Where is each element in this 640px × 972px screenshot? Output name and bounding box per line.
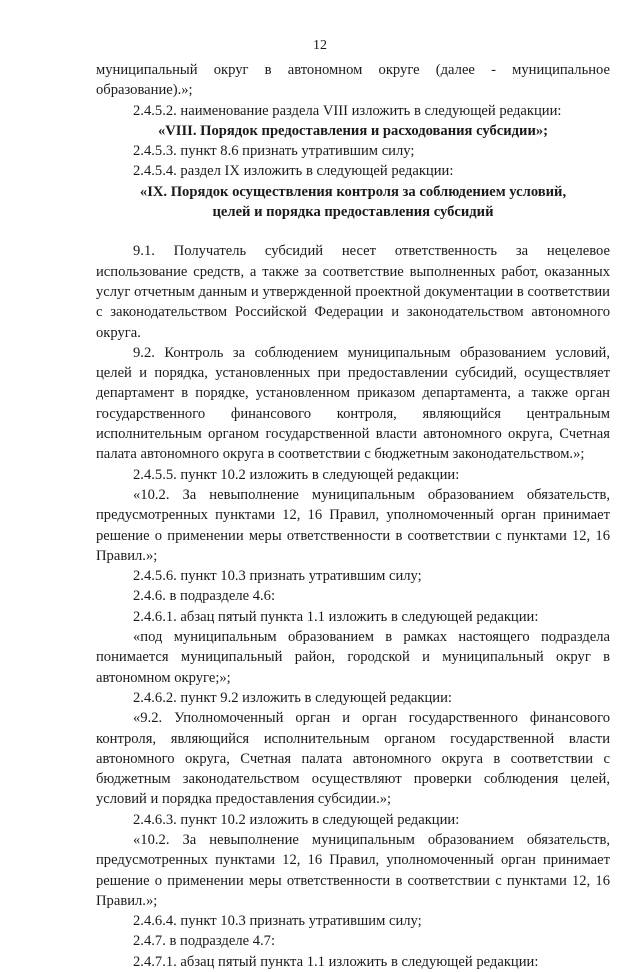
spacer xyxy=(96,222,610,241)
paragraph: 2.4.6.1. абзац пятый пункта 1.1 изложить в следующей редакции: xyxy=(133,608,539,625)
paragraph: 2.4.5.6. пункт 10.3 признать утратившим силу; xyxy=(133,568,422,585)
paragraph: 2.4.6. в подразделе 4.6: xyxy=(133,588,276,605)
paragraph: 2.4.6.4. пункт 10.3 признать утратившим силу; xyxy=(133,913,422,930)
paragraph: 2.4.7. в подразделе 4.7: xyxy=(133,933,276,950)
paragraph: 2.4.7.1. абзац пятый пункта 1.1 изложить в следующей редакции: xyxy=(133,953,539,970)
paragraph: «10.2. За невыполнение муниципальным образованием обязательств, предусмотренных пунктами 12, 16 Правил, уполномоченный орган принимает решение о применении меры ответственности в соответствии с пунктами 12, 16 Правил.»; xyxy=(96,831,610,909)
paragraph: «под муниципальным образованием в рамках настоящего подраздела понимается муниципальный район, городской и муниципальный округ в автономном округе;»; xyxy=(96,629,610,686)
paragraph: 2.4.5.2. наименование раздела VIII изложить в следующей редакции: xyxy=(133,102,562,119)
paragraph: муниципальный округ в автономном округе (далее - муниципальное образование).»; xyxy=(96,62,610,99)
paragraph: «9.2. Уполномоченный орган и орган государственного финансового контроля, являющийся исполнительным органом государственной власти автономного округа, Счетная палата автономного округа в соответствии с бюджетным законодательством осуществляют проверки соблюдения целей, условий и порядка предоставления субсидии.»; xyxy=(96,710,610,808)
paragraph: 2.4.5.4. раздел IX изложить в следующей редакции: xyxy=(133,163,454,180)
section-heading: «IX. Порядок осуществления контроля за соблюдением условий, xyxy=(139,183,567,200)
section-heading-continued: целей и порядка предоставления субсидий xyxy=(212,204,494,221)
paragraph: 2.4.5.5. пункт 10.2 изложить в следующей редакции: xyxy=(133,466,460,483)
paragraph: 2.4.5.3. пункт 8.6 признать утратившим силу; xyxy=(133,143,415,160)
paragraph: 9.2. Контроль за соблюдением муниципальным образованием условий, целей и порядка, установленных при предоставлении субсидий, осуществляет департамент в порядке, установленном приказом департамента, а также орган государственного финансового контроля, являющийся центральным исполнительным органом государственной власти автономного округа, Счетная палата автономного округа в соответствии с бюджетным законодательством.»; xyxy=(96,344,610,463)
document-body xyxy=(96,60,610,972)
page-number: 12 xyxy=(313,38,327,53)
paragraph: «10.2. За невыполнение муниципальным образованием обязательств, предусмотренных пунктами 12, 16 Правил, уполномоченный орган принимает решение о применении меры ответственности в соответствии с пунктами 12, 16 Правил.»; xyxy=(96,486,610,564)
paragraph: 9.1. Получатель субсидий несет ответственность за нецелевое использование средств, а также за соответствие выполненных работ, оказанных услуг отчетным данным и утвержденной проектной документации в соответствии с законодательством Российской Федерации и законодательством автономного округа. xyxy=(96,243,610,341)
section-heading: «VIII. Порядок предоставления и расходования субсидии»; xyxy=(157,122,549,139)
paragraph: 2.4.6.2. пункт 9.2 изложить в следующей редакции: xyxy=(133,689,452,706)
paragraph: 2.4.6.3. пункт 10.2 изложить в следующей редакции: xyxy=(133,811,460,828)
